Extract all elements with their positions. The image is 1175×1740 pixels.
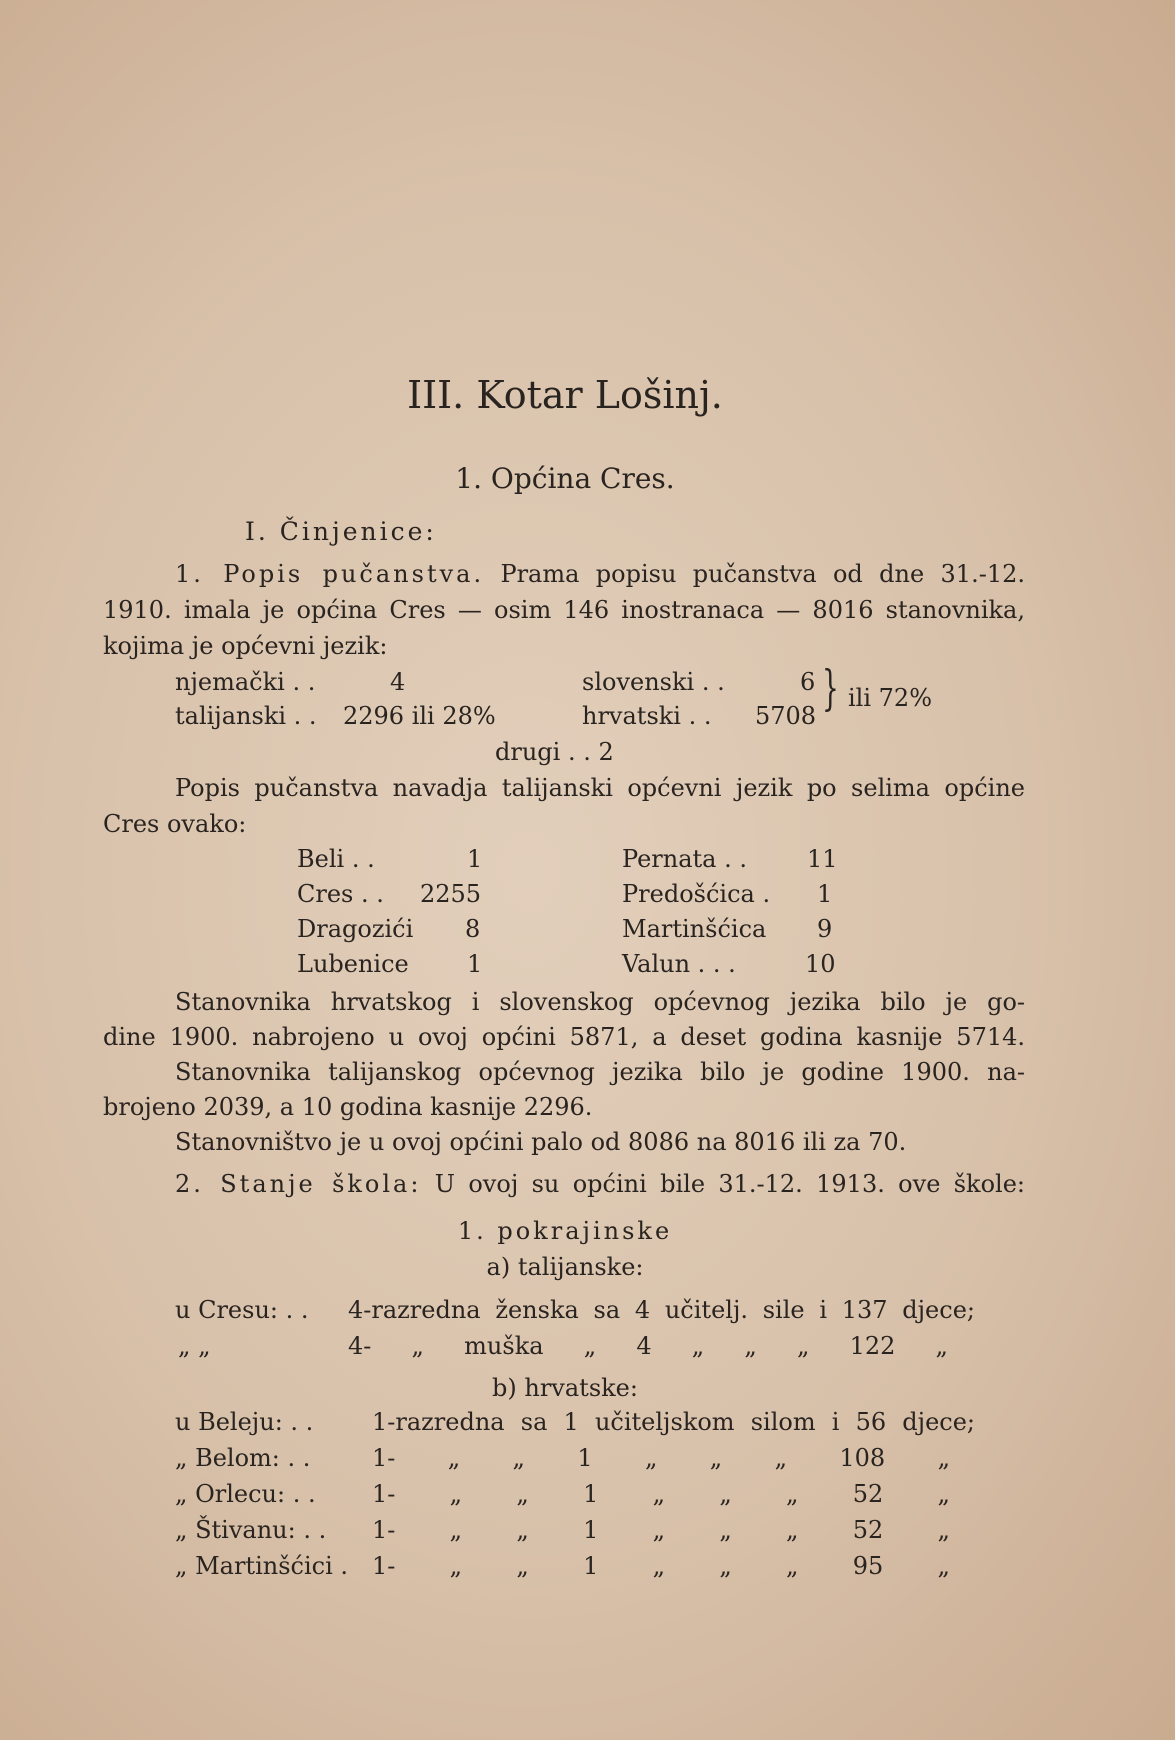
paragraph-3-line-1: Stanovnika hrvatskog i slovenskog općevnog jezika bilo je go- — [175, 988, 1025, 1016]
italian-school-2-place: „ „ — [178, 1332, 211, 1360]
village-left-4-value: 1 — [467, 950, 483, 978]
lang-row1-right-value: 6 — [800, 668, 816, 696]
village-left-2-value: 2255 — [420, 880, 482, 908]
village-left-3-name: Dragozići — [297, 915, 414, 943]
croatian-school-4-place: „ Štivanu: . . — [175, 1516, 327, 1544]
lang-row1-right-name: slovenski . . — [582, 668, 725, 696]
village-right-2-name: Predošćica . — [622, 880, 771, 908]
village-left-1-name: Beli . . — [297, 845, 375, 873]
schools-sub-b: b) hrvatske: — [492, 1374, 638, 1402]
village-left-1-value: 1 — [467, 845, 483, 873]
croatian-school-4-desc: 1- „ „ 1 „ „ „ 52 „ — [372, 1516, 950, 1544]
italian-school-2-desc: 4- „ muška „ 4 „ „ „ 122 „ — [348, 1332, 948, 1360]
lang-row2-left-value: 2296 ili 28% — [343, 702, 496, 730]
italian-school-1-place: u Cresu: . . — [175, 1296, 309, 1324]
village-right-4-value: 10 — [805, 950, 836, 978]
paragraph-2-line-1: Popis pučanstva navadja talijanski općevni jezik po selima općine — [175, 774, 1025, 802]
lang-row2-right-value: 5708 — [755, 702, 817, 730]
schools-line — [175, 1172, 1025, 1196]
section-label: I. Činjenice: — [245, 517, 437, 546]
brace-note: ili 72% — [848, 684, 932, 712]
village-right-1-value: 11 — [807, 845, 838, 873]
village-right-4-name: Valun . . . — [622, 950, 736, 978]
croatian-school-2-desc: 1- „ „ 1 „ „ „ 108 „ — [372, 1444, 950, 1472]
lang-row2-left-name: talijanski . . — [175, 702, 317, 730]
paragraph-3-line-4: brojeno 2039, a 10 godina kasnije 2296. — [103, 1093, 593, 1121]
village-right-1-name: Pernata . . — [622, 845, 747, 873]
paragraph-3-line-2: dine 1900. nabrojeno u ovoj općini 5871, a deset godina kasnije 5714. — [103, 1023, 1025, 1051]
croatian-school-1-place: u Beleju: . . — [175, 1408, 314, 1436]
croatian-school-1-desc: 1-razredna sa 1 učiteljskom silom i 56 djece; — [372, 1408, 975, 1436]
paragraph-1-line-3: kojima je općevni jezik: — [103, 632, 388, 660]
paragraph-1-line-1 — [175, 562, 1025, 586]
croatian-school-5-desc: 1- „ „ 1 „ „ „ 95 „ — [372, 1552, 950, 1580]
croatian-school-3-desc: 1- „ „ 1 „ „ „ 52 „ — [372, 1480, 950, 1508]
village-left-4-name: Lubenice — [297, 950, 409, 978]
lang-row1-left-value: 4 — [390, 668, 406, 696]
schools-rest: U ovoj su općini bile 31.-12. 1913. ove škole: — [434, 1170, 1026, 1198]
schools-lead: 2. Stanje škola: — [175, 1170, 422, 1198]
schools-sub-a: a) talijanske: — [486, 1253, 644, 1281]
village-right-2-value: 1 — [817, 880, 833, 908]
paragraph-3-line-5: Stanovništvo je u ovoj općini palo od 8086 na 8016 ili za 70. — [175, 1128, 907, 1156]
paragraph-1-rest: Prama popisu pučanstva od dne 31.-12. — [500, 560, 1025, 588]
paragraph-1-line-2: 1910. imala je općina Cres — osim 146 inostranaca — 8016 stanovnika, — [103, 596, 1025, 624]
croatian-school-2-place: „ Belom: . . — [175, 1444, 311, 1472]
page-title: III. Kotar Lošinj. — [407, 373, 723, 417]
paragraph-2-line-2: Cres ovako: — [103, 810, 247, 838]
italian-school-1-desc: 4-razredna ženska sa 4 učitelj. sile i 137 djece; — [348, 1296, 975, 1324]
schools-heading: 1. pokrajinske — [457, 1217, 673, 1245]
lang-row2-right-name: hrvatski . . — [582, 702, 712, 730]
croatian-school-3-place: „ Orlecu: . . — [175, 1480, 316, 1508]
lang-other: drugi . . 2 — [495, 738, 614, 766]
village-left-3-value: 8 — [465, 915, 481, 943]
village-right-3-value: 9 — [817, 915, 833, 943]
paragraph-1-lead: 1. Popis pučanstva. — [175, 560, 485, 588]
brace-symbol: } — [822, 660, 839, 716]
village-left-2-name: Cres . . — [297, 880, 384, 908]
paragraph-3-line-3: Stanovnika talijanskog općevnog jezika bilo je godine 1900. na- — [175, 1058, 1025, 1086]
croatian-school-5-place: „ Martinšćici . — [175, 1552, 349, 1580]
page-subtitle: 1. Općina Cres. — [455, 462, 675, 495]
village-right-3-name: Martinšćica — [622, 915, 767, 943]
lang-row1-left-name: njemački . . — [175, 668, 316, 696]
